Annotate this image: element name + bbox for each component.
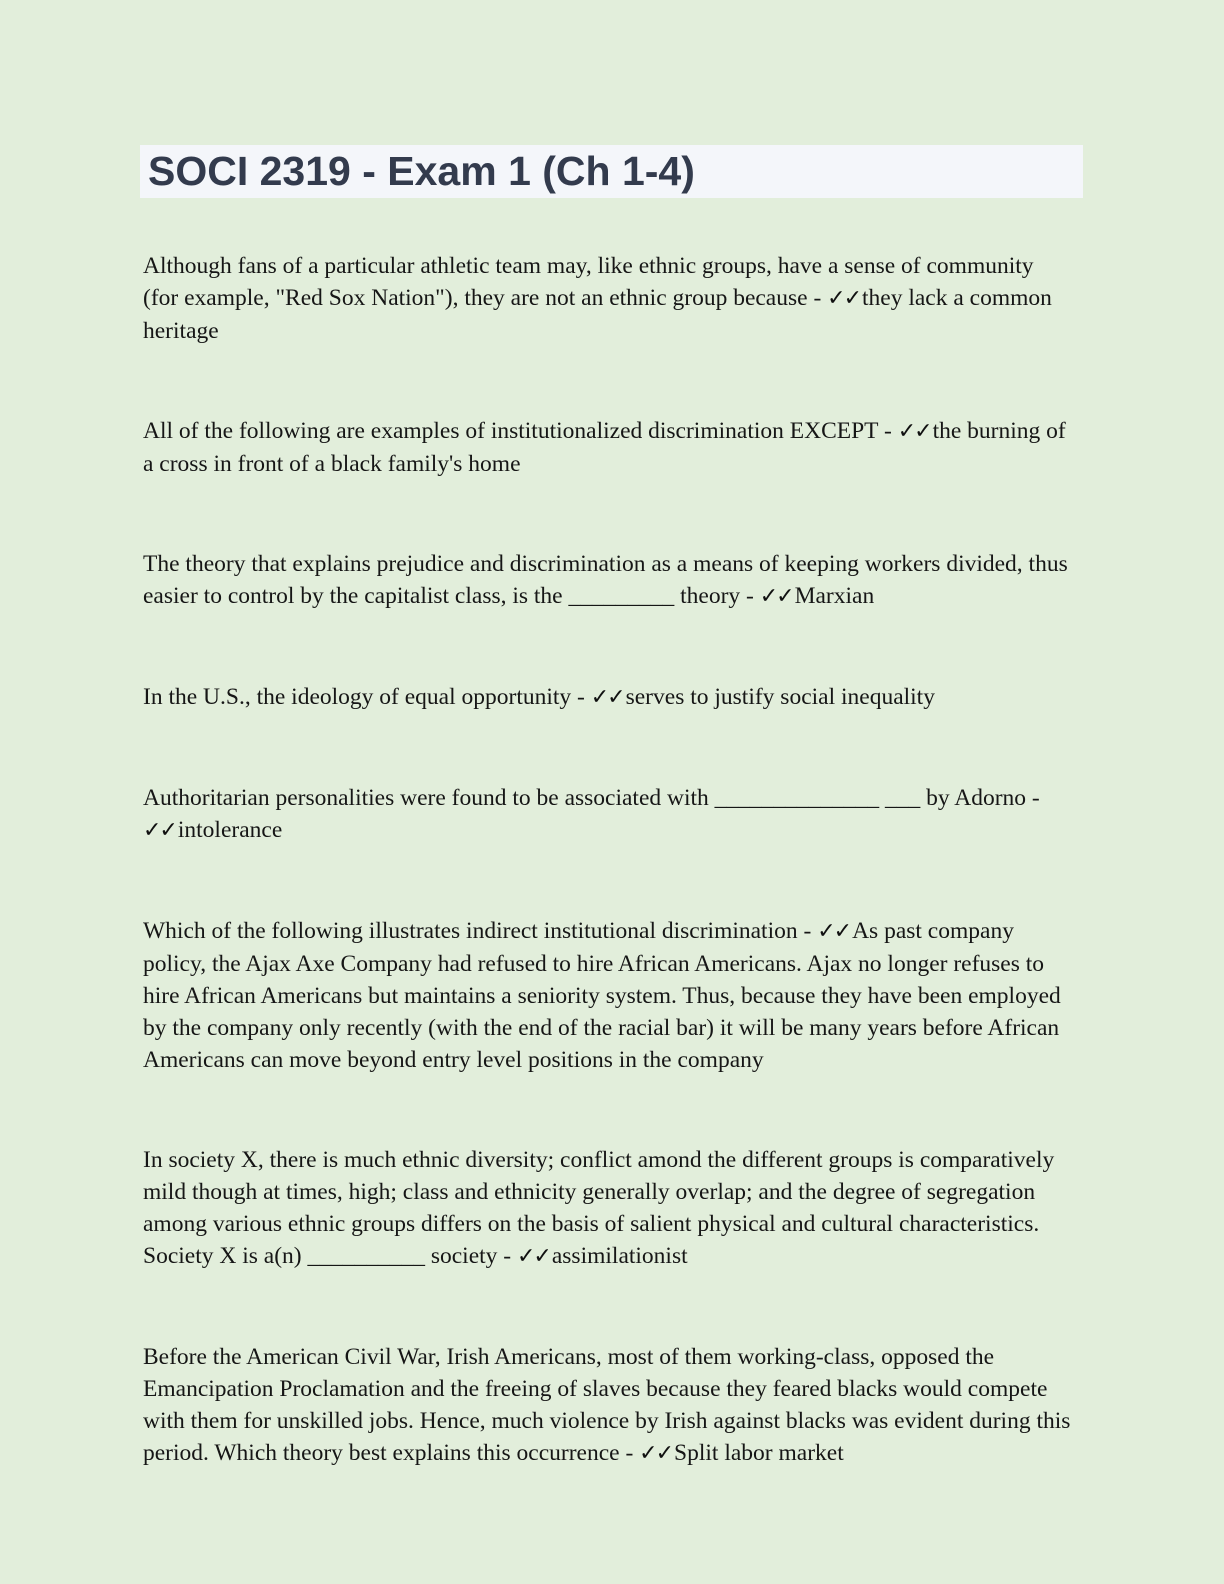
question-item — [143, 250, 1073, 347]
question-item — [143, 681, 1073, 714]
answer-checkmark-icon: ✓✓ — [516, 1244, 550, 1269]
question-text: In the U.S., the ideology of equal opportunity - — [143, 684, 591, 710]
question-item — [143, 415, 1073, 480]
answer-text: Split labor market — [674, 1440, 844, 1466]
question-item — [143, 548, 1073, 613]
answer-checkmark-icon: ✓✓ — [759, 584, 793, 609]
answer-text: they lack a common heritage — [143, 285, 1052, 344]
page-title: SOCI 2319 - Exam 1 (Ch 1-4) — [140, 145, 1083, 198]
question-text: Although fans of a particular athletic team may, like ethnic groups, have a sense of community (for example, "Red Sox Nation"), they are not an ethnic group because - — [143, 253, 1034, 311]
question-text: All of the following are examples of institutionalized discrimination EXCEPT - — [143, 418, 898, 444]
question-text: In society X, there is much ethnic diversity; conflict amond the different groups is comparatively mild though at times, high; class and ethnicity generally overlap; and the degree of segregation among various ethnic groups differs on the basis of salient physical and cultural characteristics. Society X is a(n) __________ society - — [143, 1147, 1055, 1269]
answer-checkmark-icon: ✓✓ — [827, 286, 861, 311]
question-text: Before the American Civil War, Irish Americans, most of them working-class, opposed the Emancipation Proclamation and the freeing of slaves because they feared blacks would compete with them for unskilled jobs. Hence, much violence by Irish against blacks was evident during this period. Which theory best explains this occurrence - — [143, 1344, 1071, 1466]
answer-checkmark-icon: ✓✓ — [143, 818, 176, 843]
answer-text: As past company policy, the Ajax Axe Company had refused to hire African Americans. Ajax no longer refuses to hire African Americans but maintains a seniority system. Thus, because they have been employed by the company only recently (with the end of the racial bar) it will be many years before African Americans can move beyond entry level positions in the company — [143, 918, 1061, 1073]
answer-checkmark-icon: ✓✓ — [897, 419, 931, 444]
question-item — [143, 1144, 1073, 1273]
answer-text: serves to justify social inequality — [625, 684, 935, 710]
answer-text: intolerance — [177, 817, 283, 843]
question-item — [143, 1341, 1073, 1470]
question-item — [143, 782, 1073, 847]
answer-text: the burning of a cross in front of a black family's home — [143, 418, 1066, 477]
answer-checkmark-icon: ✓✓ — [639, 1441, 673, 1466]
question-list — [143, 250, 1224, 1470]
answer-checkmark-icon: ✓✓ — [817, 919, 851, 944]
question-text: The theory that explains prejudice and discrimination as a means of keeping workers divided, thus easier to control by the capitalist class, is the _________ theory - — [143, 551, 1068, 609]
question-text: Which of the following illustrates indirect institutional discrimination - — [143, 918, 818, 944]
question-item — [143, 915, 1073, 1076]
answer-text: Marxian — [794, 583, 875, 609]
question-text: Authoritarian personalities were found to be associated with ______________ ___ by Adorno - — [143, 785, 1040, 811]
answer-text: assimilationist — [551, 1243, 688, 1269]
answer-checkmark-icon: ✓✓ — [590, 685, 624, 710]
